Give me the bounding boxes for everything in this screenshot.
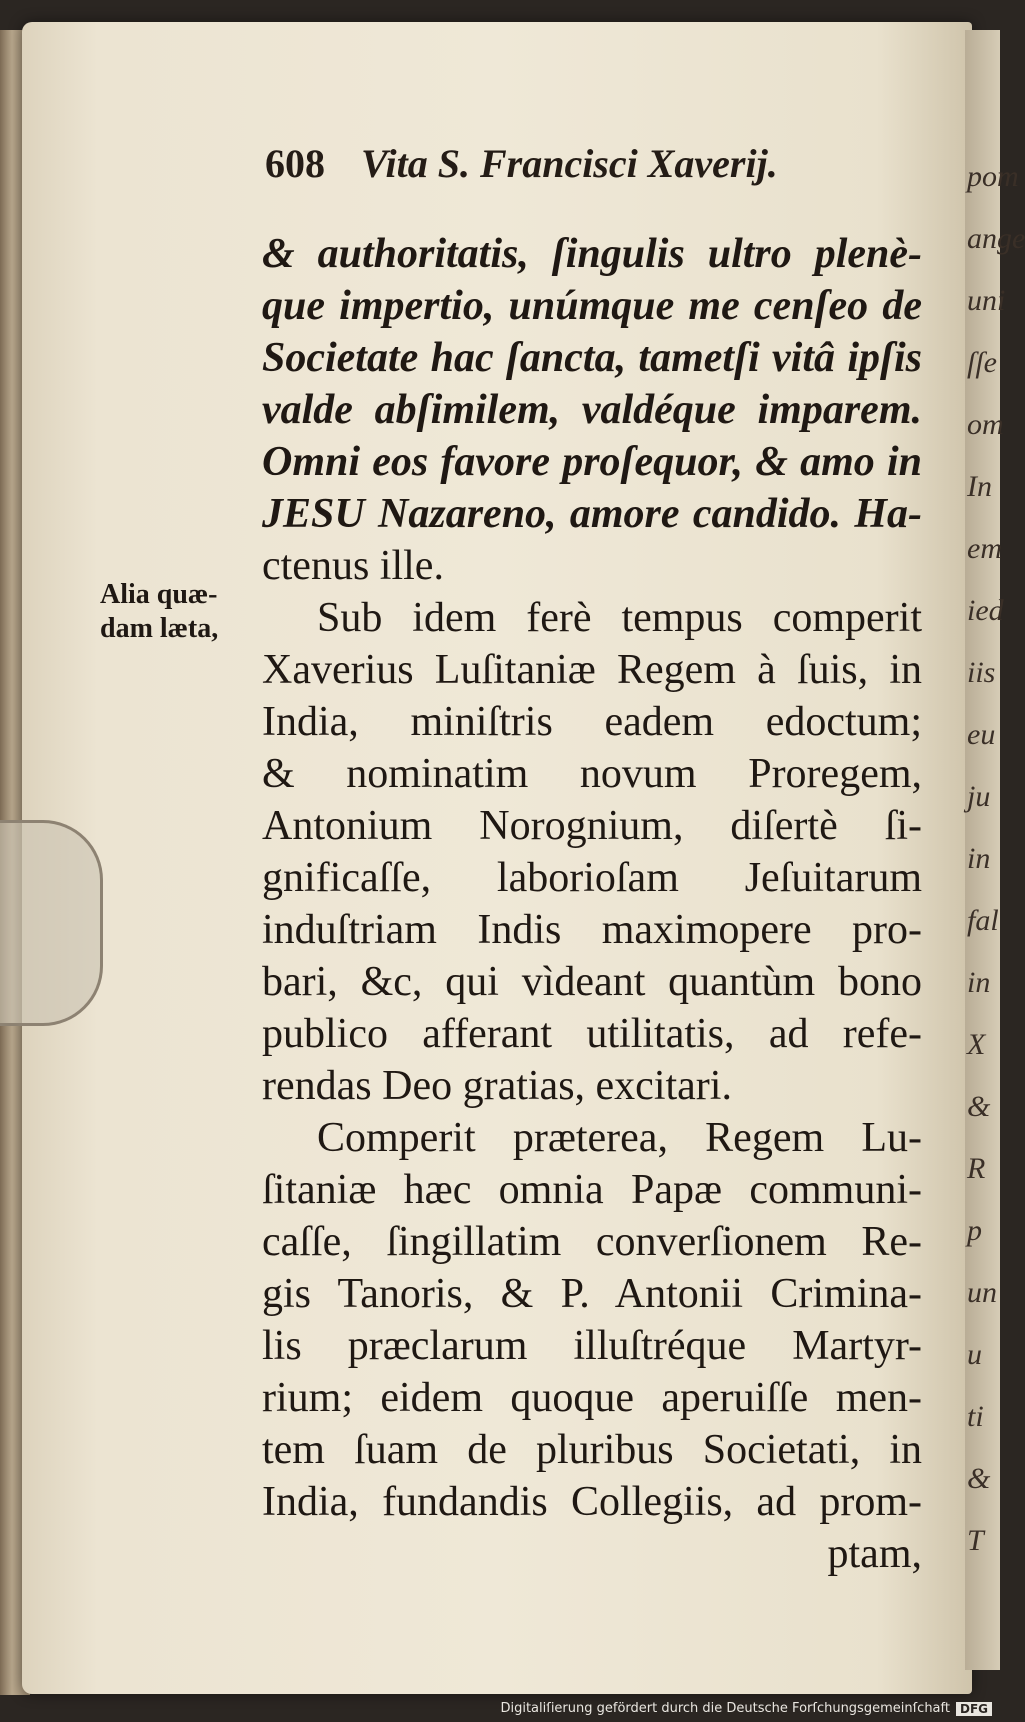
text-line: Comperit præterea, Regem Lu- <box>317 1115 922 1161</box>
next-page-fragment: ti <box>967 1400 984 1433</box>
running-title: Vita S. Francisci Xaverij. <box>361 141 778 186</box>
next-page-fragment: R <box>967 1152 986 1185</box>
dfg-logo: DFG <box>956 1702 992 1716</box>
next-page-fragment: in <box>967 842 991 875</box>
text-line: ſitaniæ hæc omnia Papæ communi- <box>262 1167 922 1213</box>
next-page-fragment: eu <box>967 718 996 751</box>
text-line: caſſe, ſingillatim converſionem Re- <box>262 1219 922 1265</box>
text-line: bari, &c, qui vìdeant quantùm bono <box>262 959 922 1005</box>
page-number: 608 <box>265 141 325 186</box>
text-line: publico afferant utilitatis, ad refe- <box>262 1011 922 1057</box>
text-line: induſtriam Indis maximopere pro- <box>262 907 922 953</box>
next-page-fragment: p <box>967 1214 982 1247</box>
text-line: & nominatim novum Proregem, <box>262 751 922 797</box>
next-page-fragment: & <box>967 1462 991 1495</box>
text-line: gis Tanoris, & P. Antonii Crimina- <box>262 1271 922 1317</box>
text-line: India, fundandis Collegiis, ad prom- <box>262 1479 922 1525</box>
next-page-fragment: X <box>967 1028 986 1061</box>
catchword: ptam, <box>827 1531 922 1577</box>
next-page-fragment: In <box>967 470 992 503</box>
credit-text: Digitaliſierung gefördert durch die Deutsche Forſchungsgemeinſchaft <box>500 1701 950 1716</box>
marginal-line: Alia quæ- <box>100 579 218 610</box>
text-line: Antonium Norognium, diſertè ſi- <box>262 803 922 849</box>
text-line: rium; eidem quoque aperuiſſe men- <box>262 1375 922 1421</box>
next-page-fragment: in <box>967 966 991 999</box>
page-tab-marker <box>0 820 103 1026</box>
text-line: gnificaſſe, laborioſam Jeſuitarum <box>262 855 922 901</box>
text-line: tem ſuam de pluribus Societati, in <box>262 1427 922 1473</box>
body-text <box>262 228 922 1580</box>
next-page-fragment: em <box>967 532 1002 565</box>
text-line: Societate hac ſancta, tametſi vitâ ipſis <box>262 335 922 381</box>
next-page-fragment: om <box>967 408 1004 441</box>
next-page-fragment: iis <box>967 656 996 689</box>
text-line: & authoritatis, ſingulis ultro plenè- <box>262 231 922 277</box>
footer-credit <box>500 1701 992 1716</box>
text-line: Xaverius Luſitaniæ Regem à ſuis, in <box>262 647 922 693</box>
next-page-fragment: ju <box>967 780 991 813</box>
next-page-fragment: ſſe <box>967 346 997 379</box>
text-line: rendas Deo gratias, excitari. <box>262 1063 732 1109</box>
text-line: Sub idem ferè tempus comperit <box>317 595 922 641</box>
running-header <box>265 140 778 187</box>
text-line: valde abſimilem, valdéque imparem. <box>262 387 922 433</box>
next-page-fragment: fal <box>967 904 999 937</box>
text-line: JESU Nazareno, amore candido. Ha- <box>262 491 922 537</box>
text-line: ctenus ille. <box>262 543 444 589</box>
next-page-fragment: ied <box>967 594 1004 627</box>
marginal-note <box>100 578 218 646</box>
next-page-fragment: uni <box>967 284 1006 317</box>
next-page-fragment: T <box>967 1524 984 1557</box>
text-line: India, miniſtris eadem edoctum; <box>262 699 922 745</box>
next-page-fragment: u <box>967 1338 982 1371</box>
text-line: lis præclarum illuſtréque Martyr- <box>262 1323 922 1369</box>
next-page-fragment: un <box>967 1276 997 1309</box>
text-line: que impertio, unúmque me cenſeo de <box>262 283 922 329</box>
next-page-fragment: ange <box>967 222 1025 255</box>
next-page-fragment: & <box>967 1090 991 1123</box>
text-line: Omni eos favore proſequor, & amo in <box>262 439 922 485</box>
next-page-edge <box>965 30 1025 1670</box>
next-page-fragment: pom <box>967 160 1019 193</box>
marginal-line: dam læta, <box>100 613 219 644</box>
